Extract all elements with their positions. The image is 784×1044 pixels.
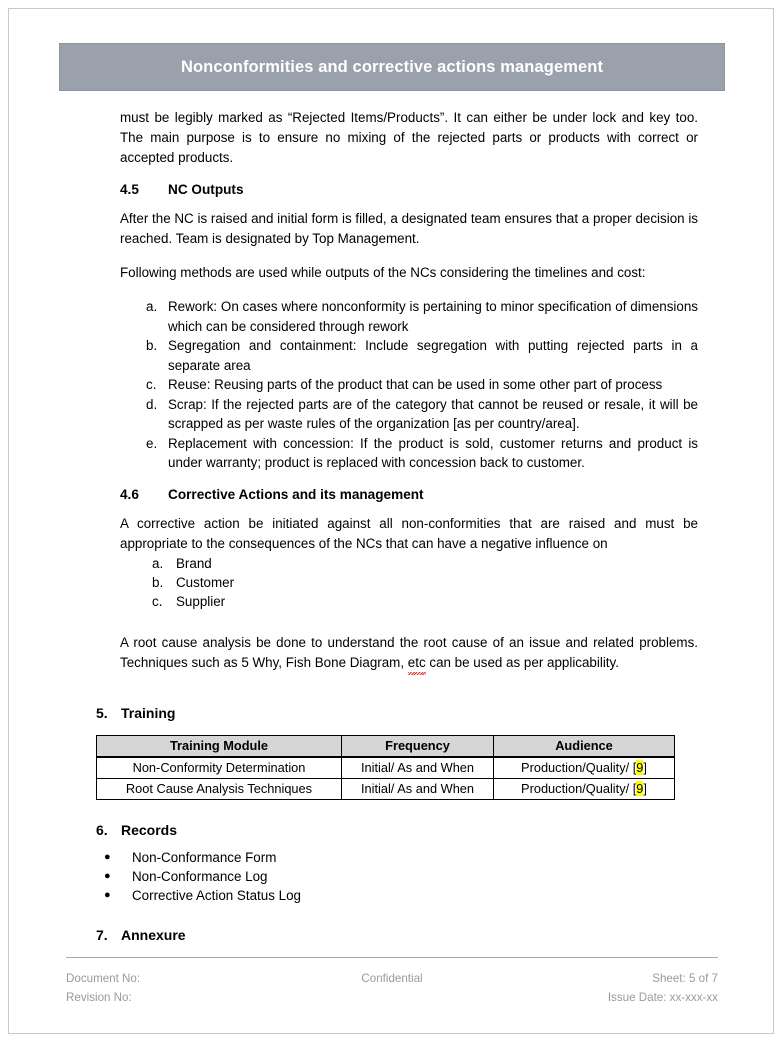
list-item <box>148 554 698 573</box>
issue-date: Issue Date: xx-xxx-xx <box>607 991 718 1004</box>
heading-4-5 <box>120 182 698 197</box>
bullet-icon: ● <box>104 888 111 901</box>
list-item <box>142 434 698 473</box>
section-6-block <box>96 822 698 905</box>
heading-5-training <box>96 705 698 721</box>
cell-module: Non-Conformity Determination <box>97 757 342 779</box>
root-cause-text-part-2: can be used as per applicability. <box>425 654 619 670</box>
list-item <box>142 375 698 395</box>
heading-4-5-title: NC Outputs <box>168 182 244 197</box>
list-marker: c. <box>152 593 163 609</box>
bullet-icon: ● <box>104 850 111 863</box>
heading-4-6-number: 4.6 <box>120 486 139 502</box>
table-row <box>97 757 675 779</box>
section-4-6-paragraph-1: A corrective action be initiated against all non-conformities that are raised and must be appropriate to the consequences of the NCs that can have a negative influence on <box>120 515 698 551</box>
footer-divider <box>66 957 718 958</box>
list-marker: a. <box>152 555 164 571</box>
table-row <box>97 778 675 799</box>
list-marker: b. <box>152 574 164 590</box>
list-item <box>148 573 698 592</box>
footer-row <box>66 969 718 1007</box>
list-item-text: Rework: On cases where nonconformity is pertaining to minor specification of dimensions which can be considered through rework <box>168 299 698 334</box>
heading-7-number: 7. <box>96 926 108 943</box>
heading-5-title: Training <box>121 704 176 721</box>
heading-6-title: Records <box>121 821 178 838</box>
section-4-6-paragraph-2 <box>120 633 698 673</box>
list-item <box>142 395 698 434</box>
section-5-block <box>96 705 698 721</box>
audience-highlighted-value: 9 <box>636 780 644 796</box>
audience-prefix: Production/Quality/ [ <box>521 759 637 775</box>
spacer <box>120 800 698 822</box>
audience-suffix: ] <box>643 780 647 796</box>
section-4-5-paragraph-2: Following methods are used while outputs of the NCs considering the timelines and cost: <box>120 265 646 280</box>
list-item-text: Segregation and containment: Include segregation with putting rejected parts in a separate area <box>168 338 698 373</box>
spacer <box>120 687 698 705</box>
confidential-label: Confidential <box>361 972 423 985</box>
cell-frequency: Initial/ As and When <box>342 757 494 779</box>
list-marker: c. <box>146 377 157 392</box>
list-item <box>96 886 698 905</box>
list-item-text: Customer <box>176 574 235 590</box>
list-item-text: Supplier <box>176 593 226 609</box>
footer-center <box>281 969 503 1007</box>
intro-paragraph: must be legibly marked as “Rejected Items/Products”. It can either be under lock and key too. The main purpose is to ensure no mixing of the rejected parts or products with correct or accepted products. <box>120 110 698 165</box>
heading-6-records <box>96 822 698 838</box>
list-marker: e. <box>146 435 158 451</box>
column-header-training-module: Training Module <box>97 735 342 757</box>
spacer <box>120 611 698 633</box>
section-4-5-paragraph-1: After the NC is raised and initial form is filled, a designated team ensures that a proper decision is reached. Team is designated by Top Management. <box>120 211 698 246</box>
list-item <box>142 336 698 375</box>
audience-prefix: Production/Quality/ [ <box>521 780 637 796</box>
sheet-number: Sheet: 5 of 7 <box>652 972 718 985</box>
heading-5-number: 5. <box>96 704 108 721</box>
document-content <box>96 108 698 943</box>
heading-4-6-title: Corrective Actions and its management <box>168 486 424 502</box>
list-item <box>142 297 698 336</box>
heading-4-5-number: 4.5 <box>120 182 139 197</box>
heading-7-title: Annexure <box>121 926 186 943</box>
footer-left <box>66 969 281 1007</box>
document-title: Nonconformities and corrective actions management <box>180 57 604 76</box>
root-cause-text-part-1: A root cause analysis be done to understand the root cause of an issue and related problems. Techniques such as 5 Why, Fish Bone Diagram, <box>120 634 698 670</box>
list-item <box>96 867 698 886</box>
list-marker: d. <box>146 396 158 412</box>
list-item-text: Scrap: If the rejected parts are of the category that cannot be reused or resale, it will be scrapped as per waste rules of the organization [as per country/area]. <box>168 396 698 431</box>
bullet-icon: ● <box>104 869 111 882</box>
table-header-row <box>97 735 675 757</box>
misspelled-word: etc <box>408 653 426 673</box>
footer-right <box>503 969 718 1007</box>
negative-influence-list <box>148 554 698 611</box>
audience-suffix: ] <box>643 759 647 775</box>
list-item <box>96 848 698 867</box>
revision-no-label: Revision No: <box>66 991 132 1004</box>
spacer <box>120 905 698 927</box>
list-item <box>148 592 698 611</box>
training-table <box>96 735 675 800</box>
cell-module: Root Cause Analysis Techniques <box>97 778 342 799</box>
list-item-text: Non-Conformance Log <box>132 868 268 884</box>
list-item-text: Non-Conformance Form <box>132 849 277 865</box>
column-header-audience: Audience <box>494 735 675 757</box>
cell-audience <box>494 757 675 779</box>
heading-4-6 <box>120 487 698 502</box>
records-list <box>96 848 698 905</box>
list-marker: b. <box>146 338 158 353</box>
list-item-text: Reuse: Reusing parts of the product that can be used in some other part of process <box>168 377 663 392</box>
cell-frequency: Initial/ As and When <box>342 778 494 799</box>
heading-6-number: 6. <box>96 821 108 838</box>
list-item-text: Corrective Action Status Log <box>132 887 301 903</box>
list-marker: a. <box>146 299 158 314</box>
cell-audience <box>494 778 675 799</box>
section-7-block <box>96 927 698 943</box>
column-header-frequency: Frequency <box>342 735 494 757</box>
nc-outputs-list <box>142 297 698 473</box>
list-item-text: Replacement with concession: If the product is sold, customer returns and product is under warranty; product is replaced with concession back to customer. <box>168 435 698 470</box>
audience-highlighted-value: 9 <box>636 759 644 775</box>
heading-7-annexure <box>96 927 698 943</box>
document-header-banner <box>59 43 725 91</box>
document-footer <box>66 957 718 1007</box>
list-item-text: Brand <box>176 555 212 571</box>
document-no-label: Document No: <box>66 972 141 985</box>
